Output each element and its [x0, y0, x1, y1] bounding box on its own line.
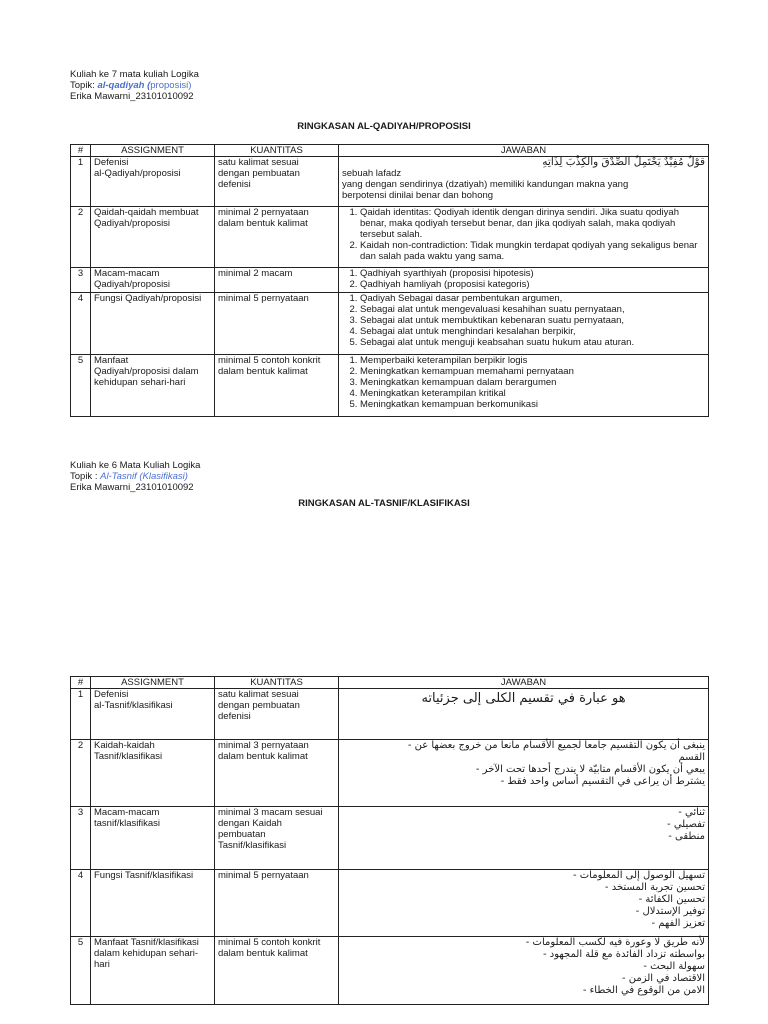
col-header-kuantitas: KUANTITAS — [215, 677, 339, 689]
list-item: تفصيلي - — [667, 819, 705, 830]
row-number: 5 — [71, 355, 91, 417]
kuantitas-cell: minimal 2 pernyataan dalam bentuk kalimat — [215, 207, 339, 268]
list-item: 4. Meningkatkan keterampilan kritikal — [360, 388, 705, 399]
list-item: ثنائي - — [678, 807, 705, 818]
row-number: 1 — [71, 157, 91, 207]
col-header-jawaban: JAWABAN — [339, 145, 709, 157]
arabic-definition: قوْلٌ مُفِيْدٌ يَحْتَمِلُ الصِّدْقَ والكِذْبَ لِذَاتِهِ — [542, 156, 705, 168]
doc1-table-header — [71, 145, 709, 157]
kuantitas-cell: satu kalimat sesuai dengan pembuatan defenisi — [215, 157, 339, 207]
list-item: توفير الإستدلال - — [635, 906, 705, 917]
row-number: 3 — [71, 268, 91, 293]
doc1-title: RINGKASAN AL-QADIYAH/PROPOSISI — [297, 121, 471, 132]
doc2-course-line: Kuliah ke 6 Mata Kuliah Logika — [70, 460, 201, 471]
kuantitas-cell: minimal 3 pernyataan dalam bentuk kalimat — [215, 740, 339, 807]
doc1-topic-term: al-qadiyah ( — [97, 80, 151, 91]
list-item: 2. Meningkatkan kemampuan memahami pernyataan — [360, 366, 705, 377]
doc1-author-line: Erika Mawarni_23101010092 — [70, 91, 194, 102]
table-row — [71, 740, 709, 807]
assignment-cell: Qaidah-qaidah membuat Qadiyah/proposisi — [91, 207, 215, 268]
list-item: 4. Sebagai alat untuk menghindari kesalahan berpikir, — [360, 326, 705, 337]
row-number: 2 — [71, 740, 91, 807]
row-number: 1 — [71, 689, 91, 740]
list-item: 3. Meningkatkan kemampuan dalam berargumen — [360, 377, 705, 388]
jawaban-cell — [339, 937, 709, 1005]
assignment-cell: Kaidah-kaidah Tasnif/klasifikasi — [91, 740, 215, 807]
row-number: 5 — [71, 937, 91, 1005]
kuantitas-cell: minimal 2 macam — [215, 268, 339, 293]
col-header-assignment: ASSIGNMENT — [91, 677, 215, 689]
doc1-topic-line: Topik: al-qadiyah (proposisi) — [70, 80, 192, 91]
list-item: منطقى - — [668, 831, 705, 842]
list-item: القسم — [678, 752, 705, 763]
doc2-title: RINGKASAN AL-TASNIF/KLASIFIKASI — [298, 498, 470, 509]
jawaban-cell — [339, 870, 709, 937]
list-item: بواسطته تزداد الفائدة مع قلة المجهود - — [543, 949, 705, 960]
doc1-header — [70, 69, 199, 102]
col-header-num: # — [71, 677, 91, 689]
jawaban-cell — [339, 740, 709, 807]
jawaban-cell: قوْلٌ مُفِيْدٌ يَحْتَمِلُ الصِّدْقَ والكِذْبَ لِذَاتِهِ sebuah lafadz yang dengan sendirinya (dzatiyah) memiliki kandungan makna yang berpotensi dinilai benar dan bohong — [339, 157, 709, 207]
table-row — [71, 355, 709, 417]
jawaban-cell — [339, 807, 709, 870]
assignment-cell: Defenisi al-Tasnif/klasifikasi — [91, 689, 215, 740]
list-item: ينبغى أن يكون التقسيم جامعا لجميع الأقسام مانعا من خروج بعضها عن - — [407, 740, 705, 751]
table-row — [71, 807, 709, 870]
list-item: 1. Memperbaiki keterampilan berpikir logis — [360, 355, 705, 366]
doc1-table — [70, 144, 709, 417]
jawaban-cell — [339, 355, 709, 417]
kuantitas-cell: minimal 5 pernyataan — [215, 293, 339, 355]
doc2-author-line: Erika Mawarni_23101010092 — [70, 482, 194, 493]
table-row — [71, 870, 709, 937]
kuantitas-cell: satu kalimat sesuai dengan pembuatan defenisi — [215, 689, 339, 740]
table-row — [71, 157, 709, 207]
answer-list — [342, 355, 705, 410]
jawaban-cell — [339, 268, 709, 293]
answer-list — [342, 293, 705, 348]
col-header-num: # — [71, 145, 91, 157]
list-item: يشترط أن يراعى في التقسيم أساس واحد فقط - — [500, 776, 705, 787]
assignment-cell: Manfaat Tasnif/klasifikasi dalam kehidupan sehari- hari — [91, 937, 215, 1005]
doc2-header — [70, 460, 200, 493]
assignment-cell: Defenisi al-Qadiyah/proposisi — [91, 157, 215, 207]
jawaban-cell — [339, 689, 709, 740]
list-item: 2. Qadhiyah hamliyah (proposisi kategoris) — [360, 279, 705, 290]
doc2-topic-term: Al-Tasnif (Klasifikasi) — [100, 471, 188, 482]
assignment-cell: Macam-macam Qadiyah/proposisi — [91, 268, 215, 293]
list-item: 1. Qadiyah Sebagai dasar pembentukan argumen, — [360, 293, 705, 304]
list-item: تسهيل الوصول إلى المعلومات - — [572, 870, 705, 881]
doc2-table — [70, 676, 709, 1005]
answer-list — [342, 268, 705, 290]
assignment-cell: Fungsi Tasnif/klasifikasi — [91, 870, 215, 937]
list-item: 5. Meningkatkan kemampuan berkomunikasi — [360, 399, 705, 410]
list-item: تعزيز الفهم - — [651, 918, 705, 929]
list-item: 3. Sebagai alat untuk membuktikan kebenaran suatu pernyataan, — [360, 315, 705, 326]
table-row — [71, 689, 709, 740]
jawaban-cell — [339, 207, 709, 268]
table-row — [71, 293, 709, 355]
list-item: 1. Qaidah identitas: Qodiyah identik dengan dirinya sendiri. Jika suatu qodiyah benar, maka qodiyah tersebut benar, dan jika qodiyah salah, maka qodiyah tersebut salah. — [360, 207, 705, 240]
jawaban-cell — [339, 293, 709, 355]
list-item: 2. Sebagai alat untuk mengevaluasi kesahihan suatu pernyataan, — [360, 304, 705, 315]
list-item: 2. Kaidah non-contradiction: Tidak mungkin terdapat qodiyah yang sekaligus benar dan salah pada waktu yang sama. — [360, 240, 705, 262]
row-number: 4 — [71, 293, 91, 355]
doc2-topic-line: Topik : Al-Tasnif (Klasifikasi) — [70, 471, 188, 482]
kuantitas-cell: minimal 5 pernyataan — [215, 870, 339, 937]
list-item: 5. Sebagai alat untuk menguji keabsahan suatu hukum atau aturan. — [360, 337, 705, 348]
col-header-assignment: ASSIGNMENT — [91, 145, 215, 157]
row-number: 4 — [71, 870, 91, 937]
kuantitas-cell: minimal 5 contoh konkrit dalam bentuk kalimat — [215, 937, 339, 1005]
assignment-cell: Macam-macam tasnif/klasifikasi — [91, 807, 215, 870]
list-item: تحسين تجربة المستخد - — [604, 882, 705, 893]
list-item: لأنه طريق لا وعورة فيه لكسب المعلومات - — [525, 937, 705, 948]
answer-list — [342, 207, 705, 262]
col-header-kuantitas: KUANTITAS — [215, 145, 339, 157]
doc1-topic-paren: proposisi) — [150, 80, 192, 91]
list-item: الاقتصاد في الزمن - — [621, 973, 705, 984]
row-number: 2 — [71, 207, 91, 268]
list-item: تحسين الكفائة - — [638, 894, 705, 905]
kuantitas-cell: minimal 5 contoh konkrit dalam bentuk kalimat — [215, 355, 339, 417]
row-number: 3 — [71, 807, 91, 870]
list-item: 1. Qadhiyah syarthiyah (proposisi hipotesis) — [360, 268, 705, 279]
doc2-table-header — [71, 677, 709, 689]
list-item: سهولة البحث - — [643, 961, 705, 972]
list-item: يبعي أن يكون الأقسام متابيّة لا يندرج أحدها تحت الآخر - — [475, 764, 705, 775]
list-item: الامن من الوقوع في الخطاء - — [582, 985, 705, 996]
kuantitas-cell: minimal 3 macam sesuai dengan Kaidah pembuatan Tasnif/klasifikasi — [215, 807, 339, 870]
arabic-definition: هو عبارة في تقسيم الكلى إلى جزئياته — [421, 691, 626, 706]
table-row — [71, 207, 709, 268]
assignment-cell: Manfaat Qadiyah/proposisi dalam kehidupan sehari-hari — [91, 355, 215, 417]
table-row — [71, 937, 709, 1005]
table-row — [71, 268, 709, 293]
col-header-jawaban: JAWABAN — [339, 677, 709, 689]
assignment-cell: Fungsi Qadiyah/proposisi — [91, 293, 215, 355]
doc1-course-line: Kuliah ke 7 mata kuliah Logika — [70, 69, 199, 80]
